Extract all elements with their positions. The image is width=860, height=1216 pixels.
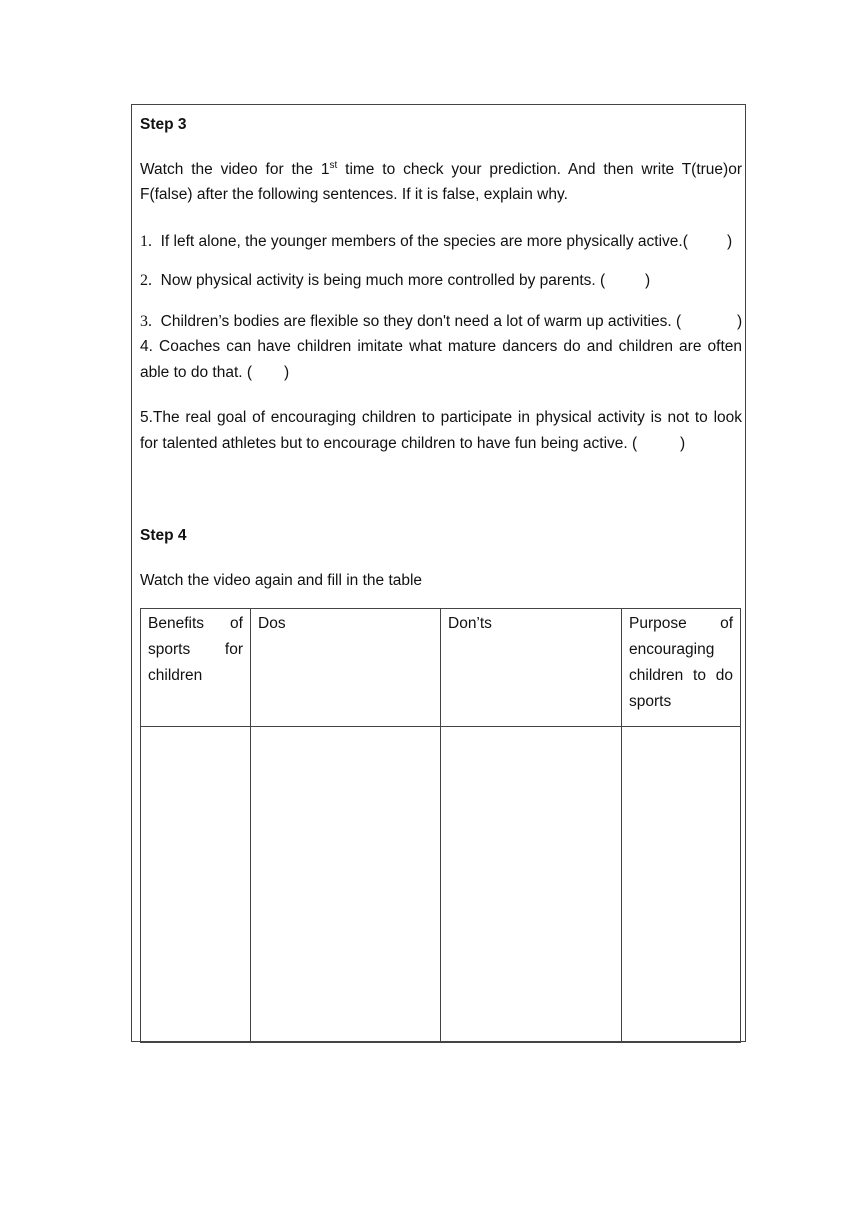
step4-heading: Step 4	[140, 527, 187, 544]
statement-4-line1: 4. Coaches can have children imitate what mature dancers do and children are often	[140, 338, 742, 355]
step3-heading: Step 3	[140, 116, 187, 133]
statement-5-line2: for talented athletes but to encourage children to have fun being active. (	[140, 435, 638, 452]
ordinal-suffix: st	[329, 160, 338, 171]
answer-blank-1[interactable]: )	[727, 233, 733, 250]
table-header-row	[141, 609, 741, 727]
answer-cell-purpose[interactable]	[622, 727, 741, 1043]
statement-1: 1. If left alone, the younger members of the species are more physically active.(	[140, 233, 688, 250]
header-purpose: Purpose of encouraging children to do sports	[622, 609, 741, 727]
statement-5-line1: 5.The real goal of encouraging children to participate in physical activity is not to look	[140, 409, 742, 426]
answer-cell-donts[interactable]	[441, 727, 622, 1043]
step3-intro-line1: Watch the video for the 1st time to check your prediction. And then write T(true)or	[140, 160, 742, 178]
answer-blank-3[interactable]: )	[737, 313, 743, 330]
answer-blank-5[interactable]: )	[680, 435, 686, 452]
answer-blank-4[interactable]: )	[284, 364, 290, 381]
answer-blank-2[interactable]: )	[645, 272, 651, 289]
statement-4-line2: able to do that. (	[140, 364, 253, 381]
answer-cell-dos[interactable]	[251, 727, 441, 1043]
step3-intro-line2: F(false) after the following sentences. If it is false, explain why.	[140, 186, 568, 203]
header-benefits: Benefits of sports for children	[141, 609, 251, 727]
step4-instruction: Watch the video again and fill in the table	[140, 572, 423, 589]
header-donts: Don’ts	[441, 609, 622, 727]
statement-2: 2. Now physical activity is being much more controlled by parents. (	[140, 272, 606, 289]
header-dos: Dos	[251, 609, 441, 727]
fill-in-table	[140, 608, 741, 1043]
answer-cell-benefits[interactable]	[141, 727, 251, 1043]
table-row	[141, 727, 741, 1043]
statement-3: 3. Children’s bodies are flexible so they don't need a lot of warm up activities. (	[140, 313, 682, 330]
